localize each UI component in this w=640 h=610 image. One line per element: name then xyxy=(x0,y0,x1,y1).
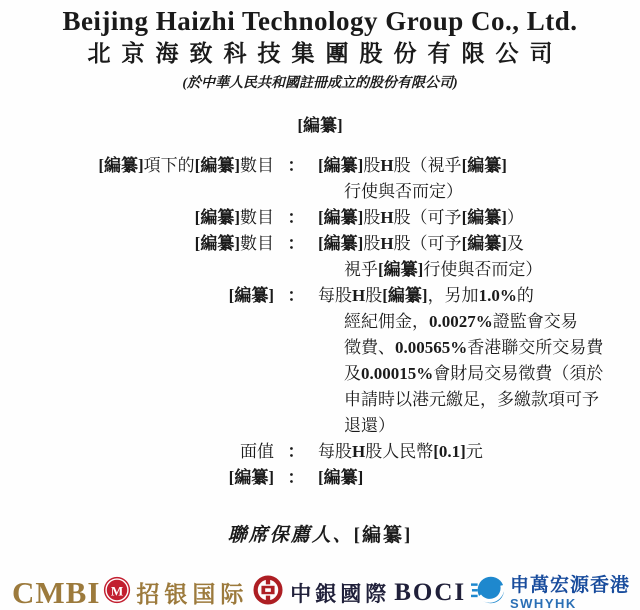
term-colon: ： xyxy=(287,156,305,175)
term-value-line: [編纂]股H股（可予[編纂]及 xyxy=(318,234,524,253)
redacted-heading: [編纂] xyxy=(297,116,343,135)
term-label: [編纂]項下的[編纂]數目 xyxy=(98,156,274,175)
term-value-line: 行使與否而定） xyxy=(344,182,463,201)
term-row xyxy=(60,465,612,491)
swhy-chinese-wordmark: 申萬宏源香港 xyxy=(509,574,630,596)
boci-chinese-wordmark: 中銀國際 xyxy=(290,581,391,606)
term-value-line: [編纂]股H股（可予[編纂]） xyxy=(318,208,524,227)
term-colon: ： xyxy=(287,442,305,461)
company-name-en: Beijing Haizhi Technology Group Co., Ltd. xyxy=(62,6,578,36)
swhy-wordmark: SWHYHK xyxy=(509,595,577,610)
term-value-line: [編纂] xyxy=(318,468,364,487)
term-value-line: 視乎[編纂]行使與否而定） xyxy=(344,260,543,279)
term-value xyxy=(318,465,612,491)
term-label: [編纂]數目 xyxy=(194,208,274,227)
offering-terms-table xyxy=(60,153,612,491)
logo-swhy xyxy=(471,573,630,610)
term-row xyxy=(60,283,612,439)
cmbi-wordmark: CMBI xyxy=(12,574,101,610)
term-label: 面值 xyxy=(240,442,274,461)
sponsor-logos-row xyxy=(0,573,640,610)
cmbi-chinese-wordmark: 招银国际 xyxy=(136,581,249,607)
company-name-zh: 北京海致科技集團股份有限公司 xyxy=(87,41,564,66)
term-value xyxy=(318,153,612,205)
joint-sponsors-line: 聯席保薦人、[編纂] xyxy=(227,525,413,546)
term-colon: ： xyxy=(287,234,305,253)
term-colon: ： xyxy=(287,208,305,227)
term-row xyxy=(60,153,612,205)
logo-boci xyxy=(253,575,466,610)
term-value-line: 及0.00015%會財局交易徵費（須於 xyxy=(344,364,604,383)
term-value-line: 申請時以港元繳足，多繳款項可予 xyxy=(344,390,599,409)
term-value xyxy=(318,283,612,439)
term-value-line: 每股H股[編纂]，另加1.0%的 xyxy=(318,286,534,305)
boci-wordmark: BOCI xyxy=(394,578,467,606)
term-value xyxy=(318,205,612,231)
term-row xyxy=(60,231,612,283)
term-value xyxy=(318,439,612,465)
document-header xyxy=(0,0,640,137)
svg-text:M: M xyxy=(111,583,124,599)
boc-emblem-icon xyxy=(253,575,283,610)
term-value-line: [編纂]股H股（視乎[編纂] xyxy=(318,156,507,175)
term-value-line: 退還） xyxy=(344,416,395,435)
cmb-emblem-icon xyxy=(103,576,131,609)
term-label: [編纂]數目 xyxy=(194,234,274,253)
term-value xyxy=(318,231,612,283)
term-value-line: 經紀佣金，0.0027%證監會交易 xyxy=(344,312,578,331)
term-value-line: 徵費、0.00565%香港聯交所交易費 xyxy=(344,338,604,357)
term-colon: ： xyxy=(287,286,305,305)
term-label: [編纂] xyxy=(228,286,274,305)
logo-cmbi xyxy=(12,575,248,610)
term-value-line: 每股H股人民幣[0.1]元 xyxy=(318,442,483,461)
term-label: [編纂] xyxy=(228,468,274,487)
incorporation-note: (於中華人民共和國註冊成立的股份有限公司) xyxy=(182,76,458,91)
swhy-wordmark-block xyxy=(510,576,630,610)
term-row xyxy=(60,205,612,231)
term-colon: ： xyxy=(287,468,305,487)
term-row xyxy=(60,439,612,465)
swhy-globe-icon xyxy=(471,573,505,610)
